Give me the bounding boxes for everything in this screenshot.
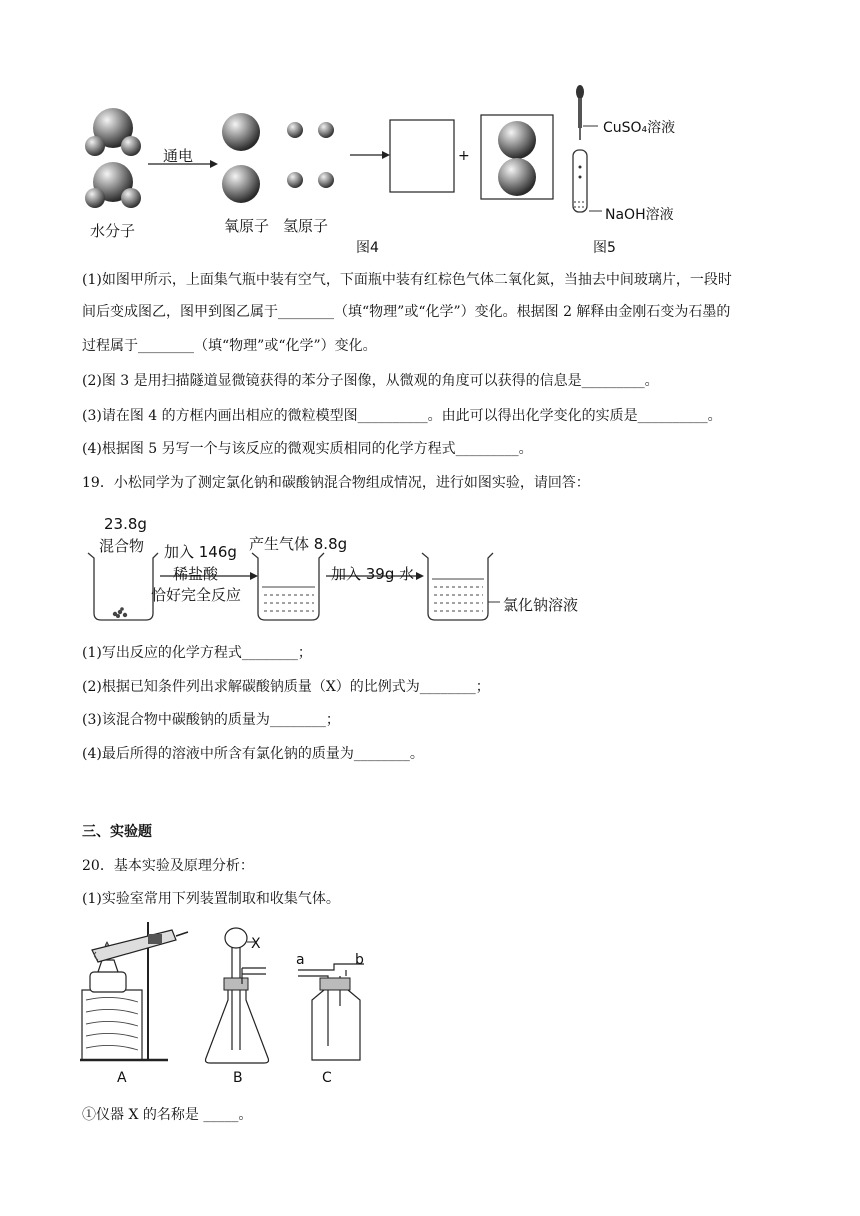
q20-subquestion-1: ①仪器 X 的名称是 _____。 xyxy=(82,1107,253,1123)
oxygen-atom-2 xyxy=(222,165,260,203)
figure-4-caption: 图4 xyxy=(356,240,379,256)
q19-part4: (4)最后所得的溶液中所含有氯化钠的质量为________。 xyxy=(82,746,424,762)
q18-part2: (2)图 3 是用扫描隧道显微镜获得的苯分子图像，从微观的角度可以获得的信息是_________。 xyxy=(82,373,659,389)
q18-part4: (4)根据图 5 另写一个与该反应的微观实质相同的化学方程式_________。 xyxy=(82,441,533,457)
beaker-2-icon xyxy=(252,553,324,620)
figure-4-electrolysis-diagram xyxy=(80,82,700,262)
q19-mixture-label: 混合物 xyxy=(99,537,145,555)
q18-part1-line3: 过程属于________（填“物理”或“化学”）变化。 xyxy=(82,338,377,354)
caption-c: C xyxy=(322,1070,332,1086)
q19-part2: (2)根据已知条件列出求解碳酸钠质量（X）的比例式为________； xyxy=(82,679,490,695)
q20-stem: 20．基本实验及原理分析： xyxy=(82,858,254,874)
label-x: X xyxy=(251,936,261,952)
apparatus-c-icon xyxy=(298,964,364,1060)
q20-part1: (1)实验室常用下列装置制取和收集气体。 xyxy=(82,891,340,907)
caption-b: B xyxy=(233,1070,243,1086)
oxygen-atom-label: 氧原子 xyxy=(224,217,270,235)
plus-sign: + xyxy=(458,148,470,164)
apparatus-a-icon xyxy=(80,922,188,1060)
label-a: a xyxy=(296,952,305,968)
q19-add-water-label: 加入 39g 水 xyxy=(331,565,415,583)
beaker-1-icon xyxy=(88,553,158,620)
hydrogen-atom-label: 氢原子 xyxy=(283,217,329,235)
section-3-heading: 三、实验题 xyxy=(82,824,152,840)
electrolysis-label: 通电 xyxy=(163,147,194,165)
q19-add-acid-label: 加入 146g xyxy=(164,543,237,561)
beaker-3-icon xyxy=(422,553,500,620)
q18-part1-line2: 间后变成图乙，图甲到图乙属于________（填“物理”或“化学”）变化。根据图 2 解释由金刚石变为石墨的 xyxy=(82,304,731,320)
q19-mass-label: 23.8g xyxy=(104,515,147,533)
dropper-icon xyxy=(576,85,584,140)
q19-gas-label: 产生气体 8.8g xyxy=(249,535,348,553)
q19-solution-label: 氯化钠溶液 xyxy=(503,596,579,614)
water-molecule-label: 水分子 xyxy=(90,222,136,240)
naoh-label: NaOH溶液 xyxy=(605,207,674,223)
cuso4-label: CuSO₄溶液 xyxy=(603,120,676,136)
caption-a: A xyxy=(117,1070,127,1086)
q19-acid-name-label: 稀盐酸 xyxy=(173,565,219,583)
test-tube-icon xyxy=(573,150,602,212)
oxygen-atom-1 xyxy=(222,113,260,151)
q18-part3: (3)请在图 4 的方框内画出相应的微粒模型图__________。由此可以得出化学变化的实质是__________。 xyxy=(82,408,722,424)
q19-part3: (3)该混合物中碳酸钠的质量为________； xyxy=(82,712,340,728)
water-molecule-top xyxy=(85,108,141,156)
label-b: b xyxy=(355,952,364,968)
q19-part1: (1)写出反应的化学方程式________； xyxy=(82,645,312,661)
figure-5-caption: 图5 xyxy=(593,240,616,256)
figure-q20-apparatus xyxy=(76,920,386,1070)
q18-part1-line1: (1)如图甲所示，上面集气瓶中装有空气，下面瓶中装有红棕色气体二氧化氮，当抽去中间玻璃片，一段时 xyxy=(82,272,732,288)
q19-complete-label: 恰好完全反应 xyxy=(151,586,242,604)
empty-answer-box xyxy=(390,120,454,192)
water-molecule-bottom xyxy=(85,162,141,208)
q19-stem: 19．小松同学为了测定氯化钠和碳酸钠混合物组成情况，进行如图实验，请回答： xyxy=(82,475,590,491)
